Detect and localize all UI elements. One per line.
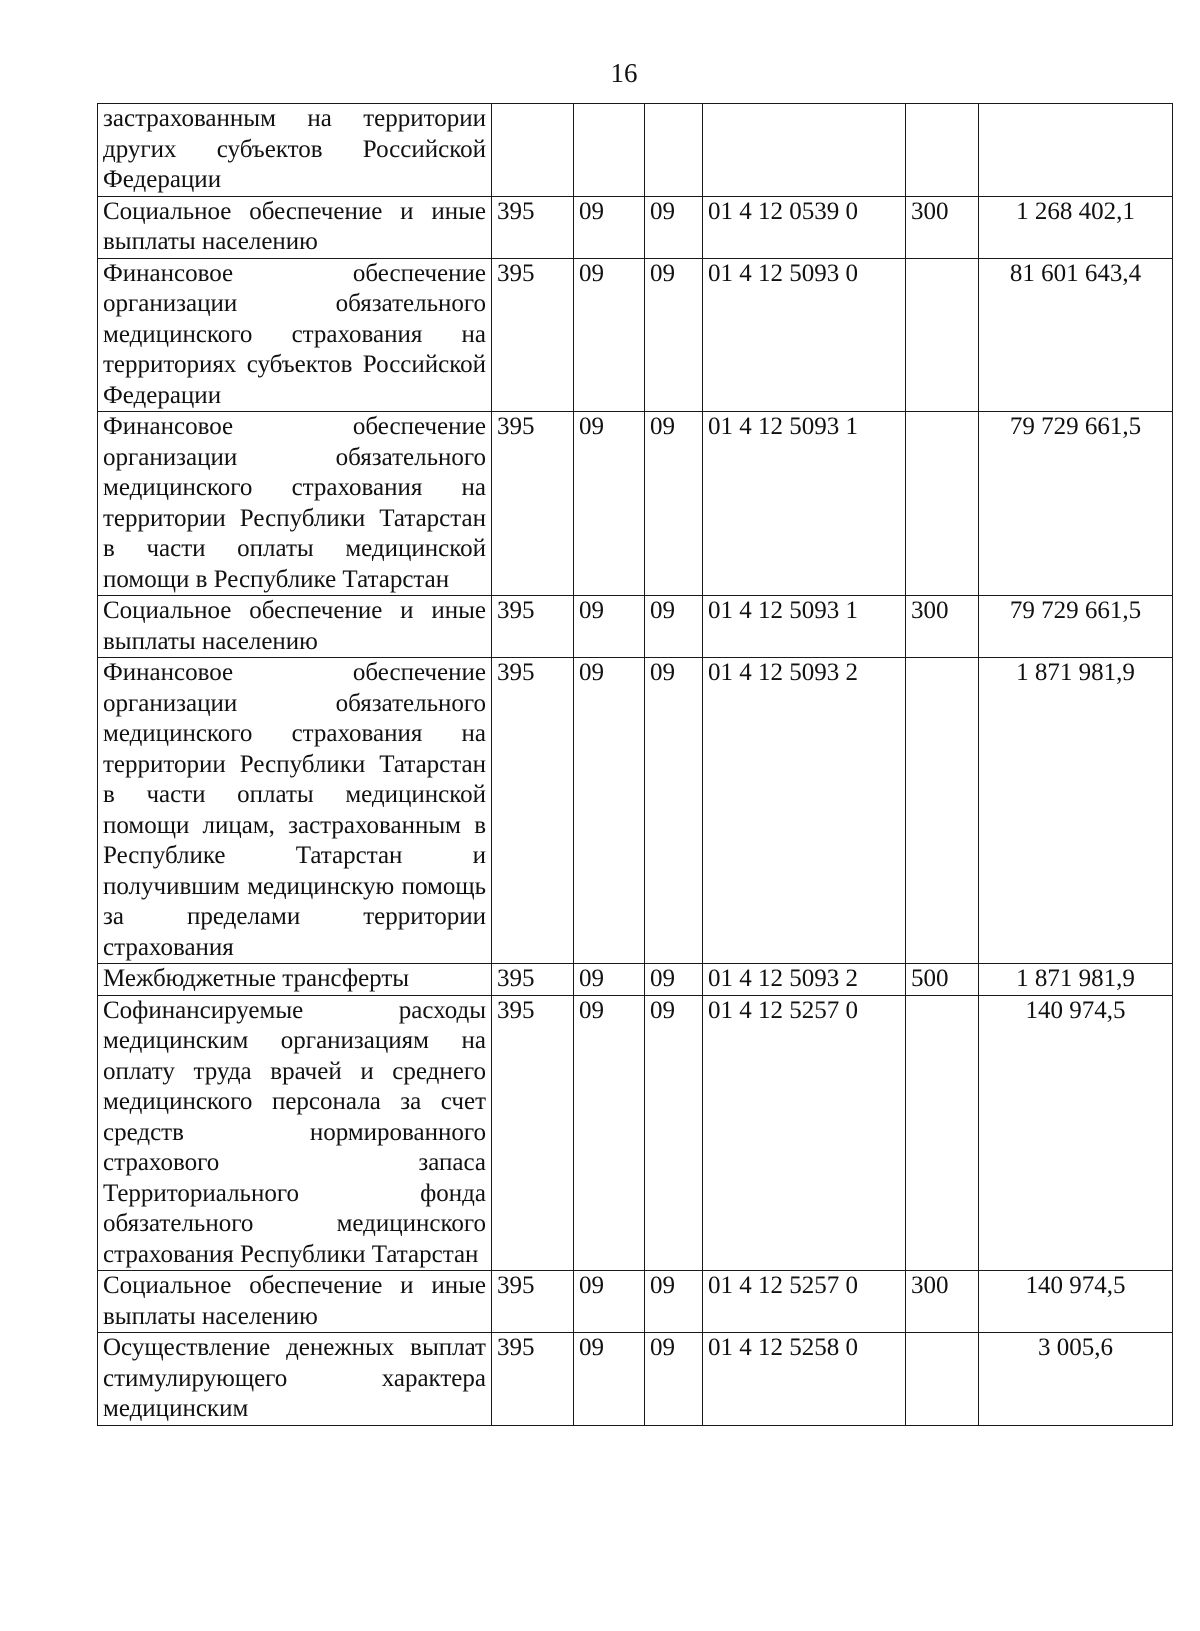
amount-cell: 79 729 661,5	[979, 412, 1173, 596]
row-name-cell: Осуществление денежных выплат стимулирующего характера медицинским	[98, 1333, 492, 1426]
expense-type-cell	[906, 1333, 979, 1426]
row-name-cell: Межбюджетные трансферты	[98, 964, 492, 996]
subsection-cell: 09	[645, 596, 703, 658]
expense-type-cell	[906, 412, 979, 596]
expense-type-cell: 500	[906, 964, 979, 996]
target-article-cell: 01 4 12 5258 0	[703, 1333, 906, 1426]
grbs-cell: 395	[492, 412, 574, 596]
section-cell: 09	[574, 1333, 645, 1426]
amount-cell: 1 871 981,9	[979, 964, 1173, 996]
expense-type-cell: 300	[906, 1271, 979, 1333]
expense-type-cell	[906, 658, 979, 964]
subsection-cell	[645, 104, 703, 197]
grbs-cell: 395	[492, 995, 574, 1271]
section-cell: 09	[574, 196, 645, 258]
grbs-cell: 395	[492, 196, 574, 258]
target-article-cell: 01 4 12 5093 0	[703, 258, 906, 412]
grbs-cell: 395	[492, 658, 574, 964]
row-name-cell: Социальное обеспечение и иные выплаты населению	[98, 1271, 492, 1333]
row-name-cell: Социальное обеспечение и иные выплаты населению	[98, 596, 492, 658]
table-row	[98, 412, 1173, 596]
target-article-cell: 01 4 12 5093 2	[703, 964, 906, 996]
grbs-cell: 395	[492, 596, 574, 658]
target-article-cell: 01 4 12 5257 0	[703, 995, 906, 1271]
row-name-cell: Финансовое обеспечение организации обязательного медицинского страхования на территории Республики Татарстан в части оплаты медицинской помощи в Республике Татарстан	[98, 412, 492, 596]
grbs-cell: 395	[492, 1271, 574, 1333]
row-name-cell: Софинансируемые расходы медицинским организациям на оплату труда врачей и среднего медицинского персонала за счет средств нормированного страхового запаса Территориального фонда обязательного медицинского страхования Республики Татарстан	[98, 995, 492, 1271]
subsection-cell: 09	[645, 258, 703, 412]
section-cell: 09	[574, 1271, 645, 1333]
grbs-cell: 395	[492, 1333, 574, 1426]
section-cell: 09	[574, 596, 645, 658]
section-cell: 09	[574, 658, 645, 964]
amount-cell: 140 974,5	[979, 1271, 1173, 1333]
target-article-cell	[703, 104, 906, 197]
page-number: 16	[610, 58, 638, 88]
table-row	[98, 1333, 1173, 1426]
row-name-cell: Финансовое обеспечение организации обязательного медицинского страхования на территории Республики Татарстан в части оплаты медицинской помощи лицам, застрахованным в Республике Татарстан и получившим медицинскую помощь за пределами территории страхования	[98, 658, 492, 964]
grbs-cell: 395	[492, 258, 574, 412]
section-cell: 09	[574, 412, 645, 596]
table-row	[98, 995, 1173, 1271]
target-article-cell: 01 4 12 5093 1	[703, 412, 906, 596]
amount-cell: 79 729 661,5	[979, 596, 1173, 658]
row-name-cell: Социальное обеспечение и иные выплаты населению	[98, 196, 492, 258]
table-row	[98, 964, 1173, 996]
grbs-cell: 395	[492, 964, 574, 996]
amount-cell	[979, 104, 1173, 197]
expense-type-cell	[906, 104, 979, 197]
amount-cell: 3 005,6	[979, 1333, 1173, 1426]
budget-table-body	[98, 104, 1173, 1426]
table-row	[98, 1271, 1173, 1333]
subsection-cell: 09	[645, 964, 703, 996]
amount-cell: 1 268 402,1	[979, 196, 1173, 258]
target-article-cell: 01 4 12 5093 1	[703, 596, 906, 658]
subsection-cell: 09	[645, 658, 703, 964]
expense-type-cell	[906, 995, 979, 1271]
table-row	[98, 258, 1173, 412]
amount-cell: 1 871 981,9	[979, 658, 1173, 964]
target-article-cell: 01 4 12 5093 2	[703, 658, 906, 964]
amount-cell: 140 974,5	[979, 995, 1173, 1271]
budget-table	[97, 103, 1173, 1426]
expense-type-cell: 300	[906, 596, 979, 658]
target-article-cell: 01 4 12 5257 0	[703, 1271, 906, 1333]
expense-type-cell: 300	[906, 196, 979, 258]
subsection-cell: 09	[645, 995, 703, 1271]
section-cell	[574, 104, 645, 197]
section-cell: 09	[574, 995, 645, 1271]
section-cell: 09	[574, 258, 645, 412]
target-article-cell: 01 4 12 0539 0	[703, 196, 906, 258]
table-row	[98, 104, 1173, 197]
grbs-cell	[492, 104, 574, 197]
subsection-cell: 09	[645, 1333, 703, 1426]
expense-type-cell	[906, 258, 979, 412]
section-cell: 09	[574, 964, 645, 996]
row-name-cell: Финансовое обеспечение организации обязательного медицинского страхования на территориях субъектов Российской Федерации	[98, 258, 492, 412]
amount-cell: 81 601 643,4	[979, 258, 1173, 412]
subsection-cell: 09	[645, 412, 703, 596]
table-row	[98, 596, 1173, 658]
row-name-cell: застрахованным на территории других субъектов Российской Федерации	[98, 104, 492, 197]
table-row	[98, 658, 1173, 964]
subsection-cell: 09	[645, 1271, 703, 1333]
subsection-cell: 09	[645, 196, 703, 258]
table-row	[98, 196, 1173, 258]
